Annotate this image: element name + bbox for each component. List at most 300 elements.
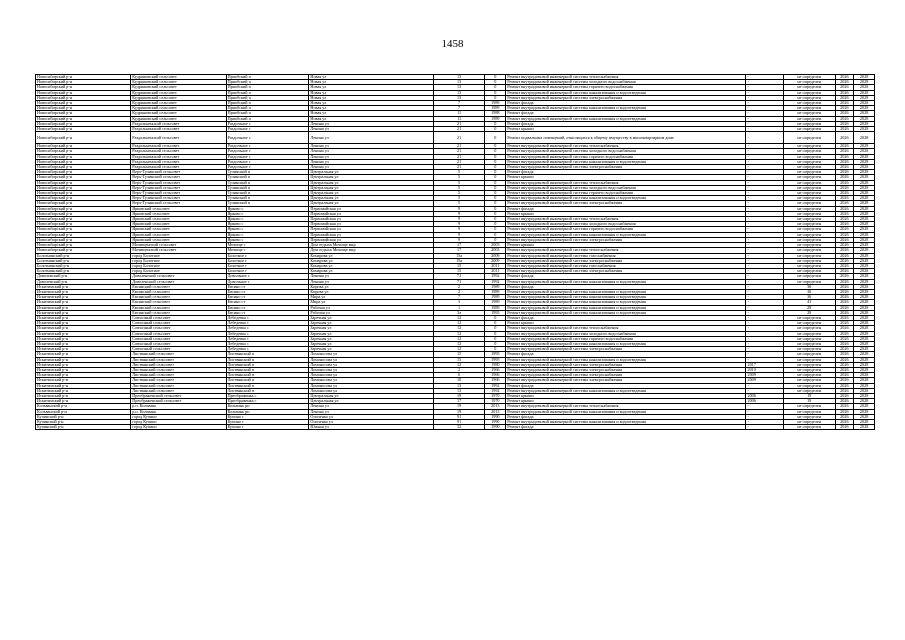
cell-district: Искитимский р-н	[36, 393, 131, 398]
cell-last-repair-year: -	[746, 310, 783, 315]
cell-work-type: Ремонт внутридомовой инженерной системы электроснабжения	[506, 347, 746, 352]
cell-last-repair-year: 2009	[746, 373, 783, 378]
cell-house-number: 9	[433, 222, 485, 227]
cell-settlement: Ярково с	[226, 217, 309, 222]
cell-plan-start: 2026	[835, 101, 854, 106]
cell-municipality: город Купино	[131, 425, 226, 430]
cell-cost: не определен	[783, 367, 835, 372]
cell-plan-start: 2026	[835, 305, 854, 310]
cell-plan-start: 2026	[835, 211, 854, 216]
cell-build-year: 0	[485, 336, 506, 341]
cell-settlement: Тулинский п	[226, 201, 309, 206]
cell-plan-end: 2028	[854, 227, 875, 232]
cell-build-year: 0	[485, 90, 506, 95]
cell-district: Болотнинский р-н	[36, 263, 131, 268]
cell-district: Искитимский р-н	[36, 378, 131, 383]
cell-cost: 29	[783, 310, 835, 315]
cell-street: Кирова ул	[309, 289, 433, 294]
cell-cost: не определен	[783, 116, 835, 121]
cell-plan-end: 2028	[854, 300, 875, 305]
cell-settlement: Евсино ст	[226, 300, 309, 305]
cell-settlement: Евсино ст	[226, 305, 309, 310]
cell-settlement: Ярково с	[226, 227, 309, 232]
cell-last-repair-year: -	[746, 154, 783, 159]
cell-last-repair-year: 2017	[746, 362, 783, 367]
cell-build-year: 1992	[485, 388, 506, 393]
cell-build-year: 2009	[485, 258, 506, 263]
cell-house-number: 15	[433, 352, 485, 357]
cell-plan-start: 2026	[835, 217, 854, 222]
cell-plan-start: 2026	[835, 154, 854, 159]
cell-work-type: Ремонт фасада	[506, 383, 746, 388]
cell-plan-start: 2026	[835, 357, 854, 362]
cell-plan-start: 2026	[835, 409, 854, 414]
cell-build-year: 1993	[485, 310, 506, 315]
cell-cost: 36	[783, 284, 835, 289]
cell-municipality: Ярковский сельсовет	[131, 227, 226, 232]
cell-last-repair-year: -	[746, 75, 783, 80]
cell-plan-start: 2026	[835, 383, 854, 388]
cell-street: Ленина ул	[309, 144, 433, 149]
cell-build-year: 2011	[485, 263, 506, 268]
cell-work-type: Ремонт фасада	[506, 170, 746, 175]
cell-district: Искитимский р-н	[36, 305, 131, 310]
cell-work-type: Ремонт внутридомовой инженерной системы газоснабжения	[506, 263, 746, 268]
cell-street: Ленина ул	[309, 279, 433, 284]
cell-district: Болотнинский р-н	[36, 258, 131, 263]
cell-work-type: Ремонт внутридомовой инженерной системы теплоснабжения	[506, 326, 746, 331]
cell-plan-start: 2026	[835, 222, 854, 227]
cell-house-number: 5	[433, 180, 485, 185]
cell-cost: не определен	[783, 352, 835, 357]
cell-plan-end: 2028	[854, 289, 875, 294]
cell-municipality: Раздольненский сельсовет	[131, 121, 226, 126]
cell-plan-start: 2026	[835, 373, 854, 378]
cell-house-number: 6	[433, 373, 485, 378]
cell-build-year: 1995	[485, 352, 506, 357]
cell-settlement: Кольвань рп	[226, 409, 309, 414]
cell-work-type: Ремонт подвальных помещений, относящихся к общему имуществу в многоквартирном доме	[506, 132, 746, 144]
cell-settlement: Листвянский п	[226, 383, 309, 388]
cell-work-type: Ремонт фасада	[506, 274, 746, 279]
cell-municipality: Совхозный сельсовет	[131, 347, 226, 352]
cell-last-repair-year: -	[746, 206, 783, 211]
cell-plan-start: 2026	[835, 326, 854, 331]
cell-district: Новосибирский р-н	[36, 232, 131, 237]
cell-build-year: 0	[485, 175, 506, 180]
cell-plan-end: 2028	[854, 180, 875, 185]
cell-municipality: Кудряшовский сельсовет	[131, 85, 226, 90]
cell-build-year: 2011	[485, 269, 506, 274]
cell-plan-end: 2028	[854, 116, 875, 121]
cell-last-repair-year: -	[746, 258, 783, 263]
cell-street: Осипенко ул	[309, 420, 433, 425]
cell-build-year: 1989	[485, 116, 506, 121]
cell-cost: не определен	[783, 315, 835, 320]
cell-last-repair-year: -	[746, 414, 783, 419]
cell-municipality: Мочищенский сельсовет	[131, 248, 226, 253]
cell-plan-end: 2028	[854, 331, 875, 336]
cell-house-number: 21	[433, 149, 485, 154]
cell-last-repair-year: -	[746, 185, 783, 190]
cell-district: Новосибирский р-н	[36, 248, 131, 253]
cell-cost: не определен	[783, 331, 835, 336]
cell-build-year: 0	[485, 237, 506, 242]
cell-house-number: 21	[433, 159, 485, 164]
cell-street: Мира ул	[309, 300, 433, 305]
cell-street: Заречная ул	[309, 347, 433, 352]
cell-work-type: Ремонт крыши	[506, 127, 746, 132]
cell-house-number: 21	[433, 127, 485, 132]
cell-street: Заречная ул	[309, 315, 433, 320]
cell-settlement: Преображенка с	[226, 393, 309, 398]
cell-cost: не определен	[783, 425, 835, 430]
cell-last-repair-year: -	[746, 284, 783, 289]
cell-house-number: 13	[433, 80, 485, 85]
cell-cost: не определен	[783, 170, 835, 175]
cell-street: Ленина ул	[309, 404, 433, 409]
cell-district: Новосибирский р-н	[36, 175, 131, 180]
cell-street: Дом отдыха Мочище мкр	[309, 248, 433, 253]
cell-last-repair-year: -	[746, 326, 783, 331]
cell-build-year: 0	[485, 170, 506, 175]
cell-district: Новосибирский р-н	[36, 237, 131, 242]
cell-plan-end: 2028	[854, 383, 875, 388]
cell-street: Первомайская ул	[309, 237, 433, 242]
cell-street: Ленина ул	[309, 274, 433, 279]
cell-municipality: Ярковский сельсовет	[131, 217, 226, 222]
cell-district: Искитимский р-н	[36, 326, 131, 331]
cell-district: Доволенский р-н	[36, 274, 131, 279]
cell-cost: не определен	[783, 196, 835, 201]
cell-settlement: Тулинский п	[226, 185, 309, 190]
cell-build-year: 0	[485, 201, 506, 206]
cell-cost: не определен	[783, 90, 835, 95]
cell-plan-end: 2028	[854, 399, 875, 404]
cell-house-number: 9	[433, 232, 485, 237]
cell-last-repair-year: -	[746, 357, 783, 362]
cell-plan-end: 2028	[854, 263, 875, 268]
cell-work-type: Ремонт внутридомовой инженерной системы холодного водоснабжения	[506, 185, 746, 190]
cell-build-year: 0	[485, 185, 506, 190]
cell-plan-end: 2028	[854, 132, 875, 144]
cell-cost: не определен	[783, 420, 835, 425]
cell-municipality: Совхозный сельсовет	[131, 326, 226, 331]
cell-district: Новосибирский р-н	[36, 106, 131, 111]
cell-street: Новая ул	[309, 116, 433, 121]
cell-house-number: 13	[433, 75, 485, 80]
cell-last-repair-year: -	[746, 248, 783, 253]
cell-municipality: Раздольненский сельсовет	[131, 159, 226, 164]
cell-work-type: Ремонт внутридомовой инженерной системы канализования и водоотведения	[506, 289, 746, 294]
cell-house-number: 15	[433, 357, 485, 362]
cell-cost: не определен	[783, 95, 835, 100]
cell-settlement: Раздольное с	[226, 154, 309, 159]
cell-cost: не определен	[783, 191, 835, 196]
cell-house-number: 15а	[433, 258, 485, 263]
cell-last-repair-year: -	[746, 165, 783, 170]
cell-district: Искитимский р-н	[36, 347, 131, 352]
cell-last-repair-year: -	[746, 101, 783, 106]
cell-plan-start: 2026	[835, 248, 854, 253]
cell-street: Кирова ул	[309, 284, 433, 289]
cell-municipality: город Болотное	[131, 263, 226, 268]
cell-plan-end: 2028	[854, 75, 875, 80]
cell-plan-end: 2028	[854, 121, 875, 126]
cell-cost: не определен	[783, 378, 835, 383]
cell-street: Ломоносова ул	[309, 352, 433, 357]
cell-build-year: 0	[485, 180, 506, 185]
cell-house-number: 12	[433, 321, 485, 326]
cell-last-repair-year: -	[746, 127, 783, 132]
cell-work-type: Ремонт внутридомовой инженерной системы канализования и водоотведения	[506, 388, 746, 393]
cell-district: Новосибирский р-н	[36, 101, 131, 106]
cell-cost: не определен	[783, 159, 835, 164]
cell-street: Рабочая ул	[309, 305, 433, 310]
cell-municipality: город Болотное	[131, 269, 226, 274]
cell-house-number: 13	[433, 85, 485, 90]
cell-plan-end: 2028	[854, 258, 875, 263]
cell-settlement: Раздольное с	[226, 149, 309, 154]
cell-build-year: 0	[485, 341, 506, 346]
cell-district: Искитимский р-н	[36, 295, 131, 300]
cell-street: Новая ул	[309, 90, 433, 95]
cell-cost: не определен	[783, 243, 835, 248]
cell-municipality: город Купино	[131, 420, 226, 425]
cell-municipality: Ярковский сельсовет	[131, 211, 226, 216]
cell-plan-start: 2026	[835, 80, 854, 85]
cell-house-number: 9	[433, 217, 485, 222]
cell-cost: не определен	[783, 80, 835, 85]
cell-street: Ленина ул	[309, 154, 433, 159]
cell-settlement: Тулинский п	[226, 191, 309, 196]
cell-street: Ломоносова ул	[309, 373, 433, 378]
cell-last-repair-year: -	[746, 243, 783, 248]
cell-municipality: Верх-Тулинский сельсовет	[131, 170, 226, 175]
cell-cost: не определен	[783, 373, 835, 378]
cell-street: Первомайская ул	[309, 222, 433, 227]
cell-house-number: 10	[433, 378, 485, 383]
cell-work-type: Ремонт крыши	[506, 393, 746, 398]
cell-work-type: Ремонт фасада	[506, 414, 746, 419]
cell-district: Купинский р-н	[36, 420, 131, 425]
cell-plan-end: 2028	[854, 357, 875, 362]
cell-last-repair-year: -	[746, 269, 783, 274]
cell-municipality: Ярковский сельсовет	[131, 206, 226, 211]
cell-cost: 19	[783, 393, 835, 398]
cell-municipality: Кудряшовский сельсовет	[131, 75, 226, 80]
cell-last-repair-year: -	[746, 404, 783, 409]
cell-plan-start: 2026	[835, 393, 854, 398]
capital-repair-table	[35, 74, 875, 430]
cell-house-number: 13	[433, 90, 485, 95]
cell-street: Центральная ул	[309, 201, 433, 206]
cell-house-number: 5	[433, 201, 485, 206]
cell-cost: не определен	[783, 253, 835, 258]
cell-street: Ломоносова ул	[309, 388, 433, 393]
cell-work-type: Ремонт внутридомовой инженерной системы канализования и водоотведения	[506, 295, 746, 300]
cell-plan-start: 2026	[835, 388, 854, 393]
cell-street: Центральная ул	[309, 170, 433, 175]
cell-plan-end: 2028	[854, 409, 875, 414]
cell-plan-start: 2026	[835, 269, 854, 274]
cell-settlement: Листвянский п	[226, 362, 309, 367]
cell-build-year: 0	[485, 165, 506, 170]
cell-street: Ломоносова ул	[309, 367, 433, 372]
cell-last-repair-year: -	[746, 106, 783, 111]
cell-street: Центральная ул	[309, 196, 433, 201]
cell-municipality: Листвянский сельсовет	[131, 378, 226, 383]
cell-cost: не определен	[783, 154, 835, 159]
cell-settlement: Листвянский п	[226, 367, 309, 372]
cell-last-repair-year: -	[746, 90, 783, 95]
cell-plan-start: 2026	[835, 243, 854, 248]
cell-house-number: 32	[433, 425, 485, 430]
cell-district: Болотнинский р-н	[36, 253, 131, 258]
cell-house-number: 12	[433, 331, 485, 336]
cell-district: Новосибирский р-н	[36, 165, 131, 170]
cell-work-type: Ремонт фасада	[506, 425, 746, 430]
cell-municipality: Верх-Тулинский сельсовет	[131, 196, 226, 201]
cell-work-type: Ремонт фасада	[506, 315, 746, 320]
cell-plan-start: 2026	[835, 237, 854, 242]
cell-municipality: Кудряшовский сельсовет	[131, 106, 226, 111]
cell-house-number: 11	[433, 111, 485, 116]
cell-settlement: Тулинский п	[226, 170, 309, 175]
cell-last-repair-year: -	[746, 263, 783, 268]
cell-settlement: Раздольное с	[226, 165, 309, 170]
cell-settlement: Приобский п	[226, 101, 309, 106]
cell-plan-end: 2028	[854, 326, 875, 331]
cell-house-number: 21	[433, 132, 485, 144]
cell-street: Ленина ул	[309, 121, 433, 126]
cell-build-year: 0	[485, 331, 506, 336]
cell-street: Ломоносова ул	[309, 362, 433, 367]
cell-work-type: Ремонт внутридомовой инженерной системы канализования и водоотведения	[506, 300, 746, 305]
cell-street: Рабочая ул	[309, 310, 433, 315]
cell-plan-end: 2028	[854, 352, 875, 357]
cell-last-repair-year: -	[746, 383, 783, 388]
cell-settlement: Раздольное с	[226, 144, 309, 149]
cell-last-repair-year: -	[746, 149, 783, 154]
cell-municipality: Листвянский сельсовет	[131, 388, 226, 393]
cell-build-year: 1990	[485, 414, 506, 419]
cell-house-number: 91	[433, 420, 485, 425]
cell-municipality: Раздольненский сельсовет	[131, 132, 226, 144]
cell-cost: не определен	[783, 388, 835, 393]
cell-house-number: 5	[433, 170, 485, 175]
cell-house-number: 12	[433, 341, 485, 346]
cell-last-repair-year: -	[746, 227, 783, 232]
cell-build-year: 0	[485, 222, 506, 227]
cell-plan-end: 2028	[854, 378, 875, 383]
cell-house-number: 21	[433, 144, 485, 149]
cell-settlement: Купино г	[226, 414, 309, 419]
cell-build-year: 1992	[485, 383, 506, 388]
cell-work-type: Ремонт внутридомовой инженерной системы теплоснабжения	[506, 75, 746, 80]
cell-district: Новосибирский р-н	[36, 85, 131, 90]
cell-last-repair-year: -	[746, 111, 783, 116]
cell-work-type: Ремонт внутридомовой инженерной системы электроснабжения	[506, 237, 746, 242]
cell-street: Центральная ул	[309, 175, 433, 180]
cell-street: Новая ул	[309, 80, 433, 85]
cell-build-year: 1989	[485, 289, 506, 294]
cell-house-number: 2	[433, 367, 485, 372]
cell-last-repair-year: -	[746, 191, 783, 196]
cell-plan-end: 2028	[854, 310, 875, 315]
cell-work-type: Ремонт внутридомовой инженерной системы канализования и водоотведения	[506, 159, 746, 164]
cell-last-repair-year: -	[746, 211, 783, 216]
page-number: 1458	[441, 38, 464, 50]
cell-cost: не определен	[783, 326, 835, 331]
cell-last-repair-year: -	[746, 132, 783, 144]
cell-plan-start: 2026	[835, 144, 854, 149]
cell-municipality: Кудряшовский сельсовет	[131, 90, 226, 95]
cell-last-repair-year: -	[746, 295, 783, 300]
cell-district: Искитимский р-н	[36, 315, 131, 320]
cell-cost: не определен	[783, 111, 835, 116]
cell-municipality: Евсинский сельсовет	[131, 310, 226, 315]
cell-build-year: 2003	[485, 248, 506, 253]
cell-build-year: 0	[485, 95, 506, 100]
cell-cost: не определен	[783, 383, 835, 388]
cell-settlement: Болотное г	[226, 253, 309, 258]
cell-municipality: р.п. Кольвань	[131, 404, 226, 409]
cell-plan-start: 2026	[835, 227, 854, 232]
cell-cost: не определен	[783, 263, 835, 268]
cell-work-type: Ремонт внутридомовой инженерной системы канализования и водоотведения	[506, 420, 746, 425]
cell-work-type: Ремонт крыши	[506, 243, 746, 248]
cell-cost: не определен	[783, 175, 835, 180]
cell-street: Ломоносова ул	[309, 378, 433, 383]
cell-plan-start: 2026	[835, 85, 854, 90]
cell-district: Новосибирский р-н	[36, 185, 131, 190]
cell-last-repair-year: -	[746, 352, 783, 357]
cell-municipality: Раздольненский сельсовет	[131, 154, 226, 159]
cell-plan-end: 2028	[854, 232, 875, 237]
cell-street: Новая ул	[309, 85, 433, 90]
cell-cost: не определен	[783, 321, 835, 326]
cell-plan-end: 2028	[854, 95, 875, 100]
cell-last-repair-year: 2010	[746, 367, 783, 372]
cell-cost: не определен	[783, 347, 835, 352]
cell-district: Купинский р-н	[36, 425, 131, 430]
cell-plan-start: 2026	[835, 331, 854, 336]
cell-district: Искитимский р-н	[36, 357, 131, 362]
cell-plan-start: 2026	[835, 414, 854, 419]
cell-work-type: Ремонт внутридомовой инженерной системы канализования и водоотведения	[506, 357, 746, 362]
cell-plan-end: 2028	[854, 106, 875, 111]
cell-build-year: 1990	[485, 420, 506, 425]
cell-plan-end: 2028	[854, 414, 875, 419]
cell-plan-end: 2028	[854, 341, 875, 346]
cell-district: Новосибирский р-н	[36, 75, 131, 80]
cell-house-number: 12	[433, 347, 485, 352]
cell-plan-end: 2028	[854, 253, 875, 258]
cell-plan-end: 2028	[854, 80, 875, 85]
cell-build-year: 0	[485, 75, 506, 80]
cell-district: Новосибирский р-н	[36, 196, 131, 201]
cell-plan-end: 2028	[854, 191, 875, 196]
cell-municipality: город Купино	[131, 414, 226, 419]
cell-work-type: Ремонт фасада	[506, 352, 746, 357]
cell-district: Искитимский р-н	[36, 284, 131, 289]
cell-work-type: Ремонт внутридомовой инженерной системы теплоснабжения	[506, 180, 746, 185]
cell-last-repair-year: -	[746, 175, 783, 180]
cell-last-repair-year: -	[746, 237, 783, 242]
cell-cost: 36	[783, 295, 835, 300]
cell-district: Новосибирский р-н	[36, 149, 131, 154]
